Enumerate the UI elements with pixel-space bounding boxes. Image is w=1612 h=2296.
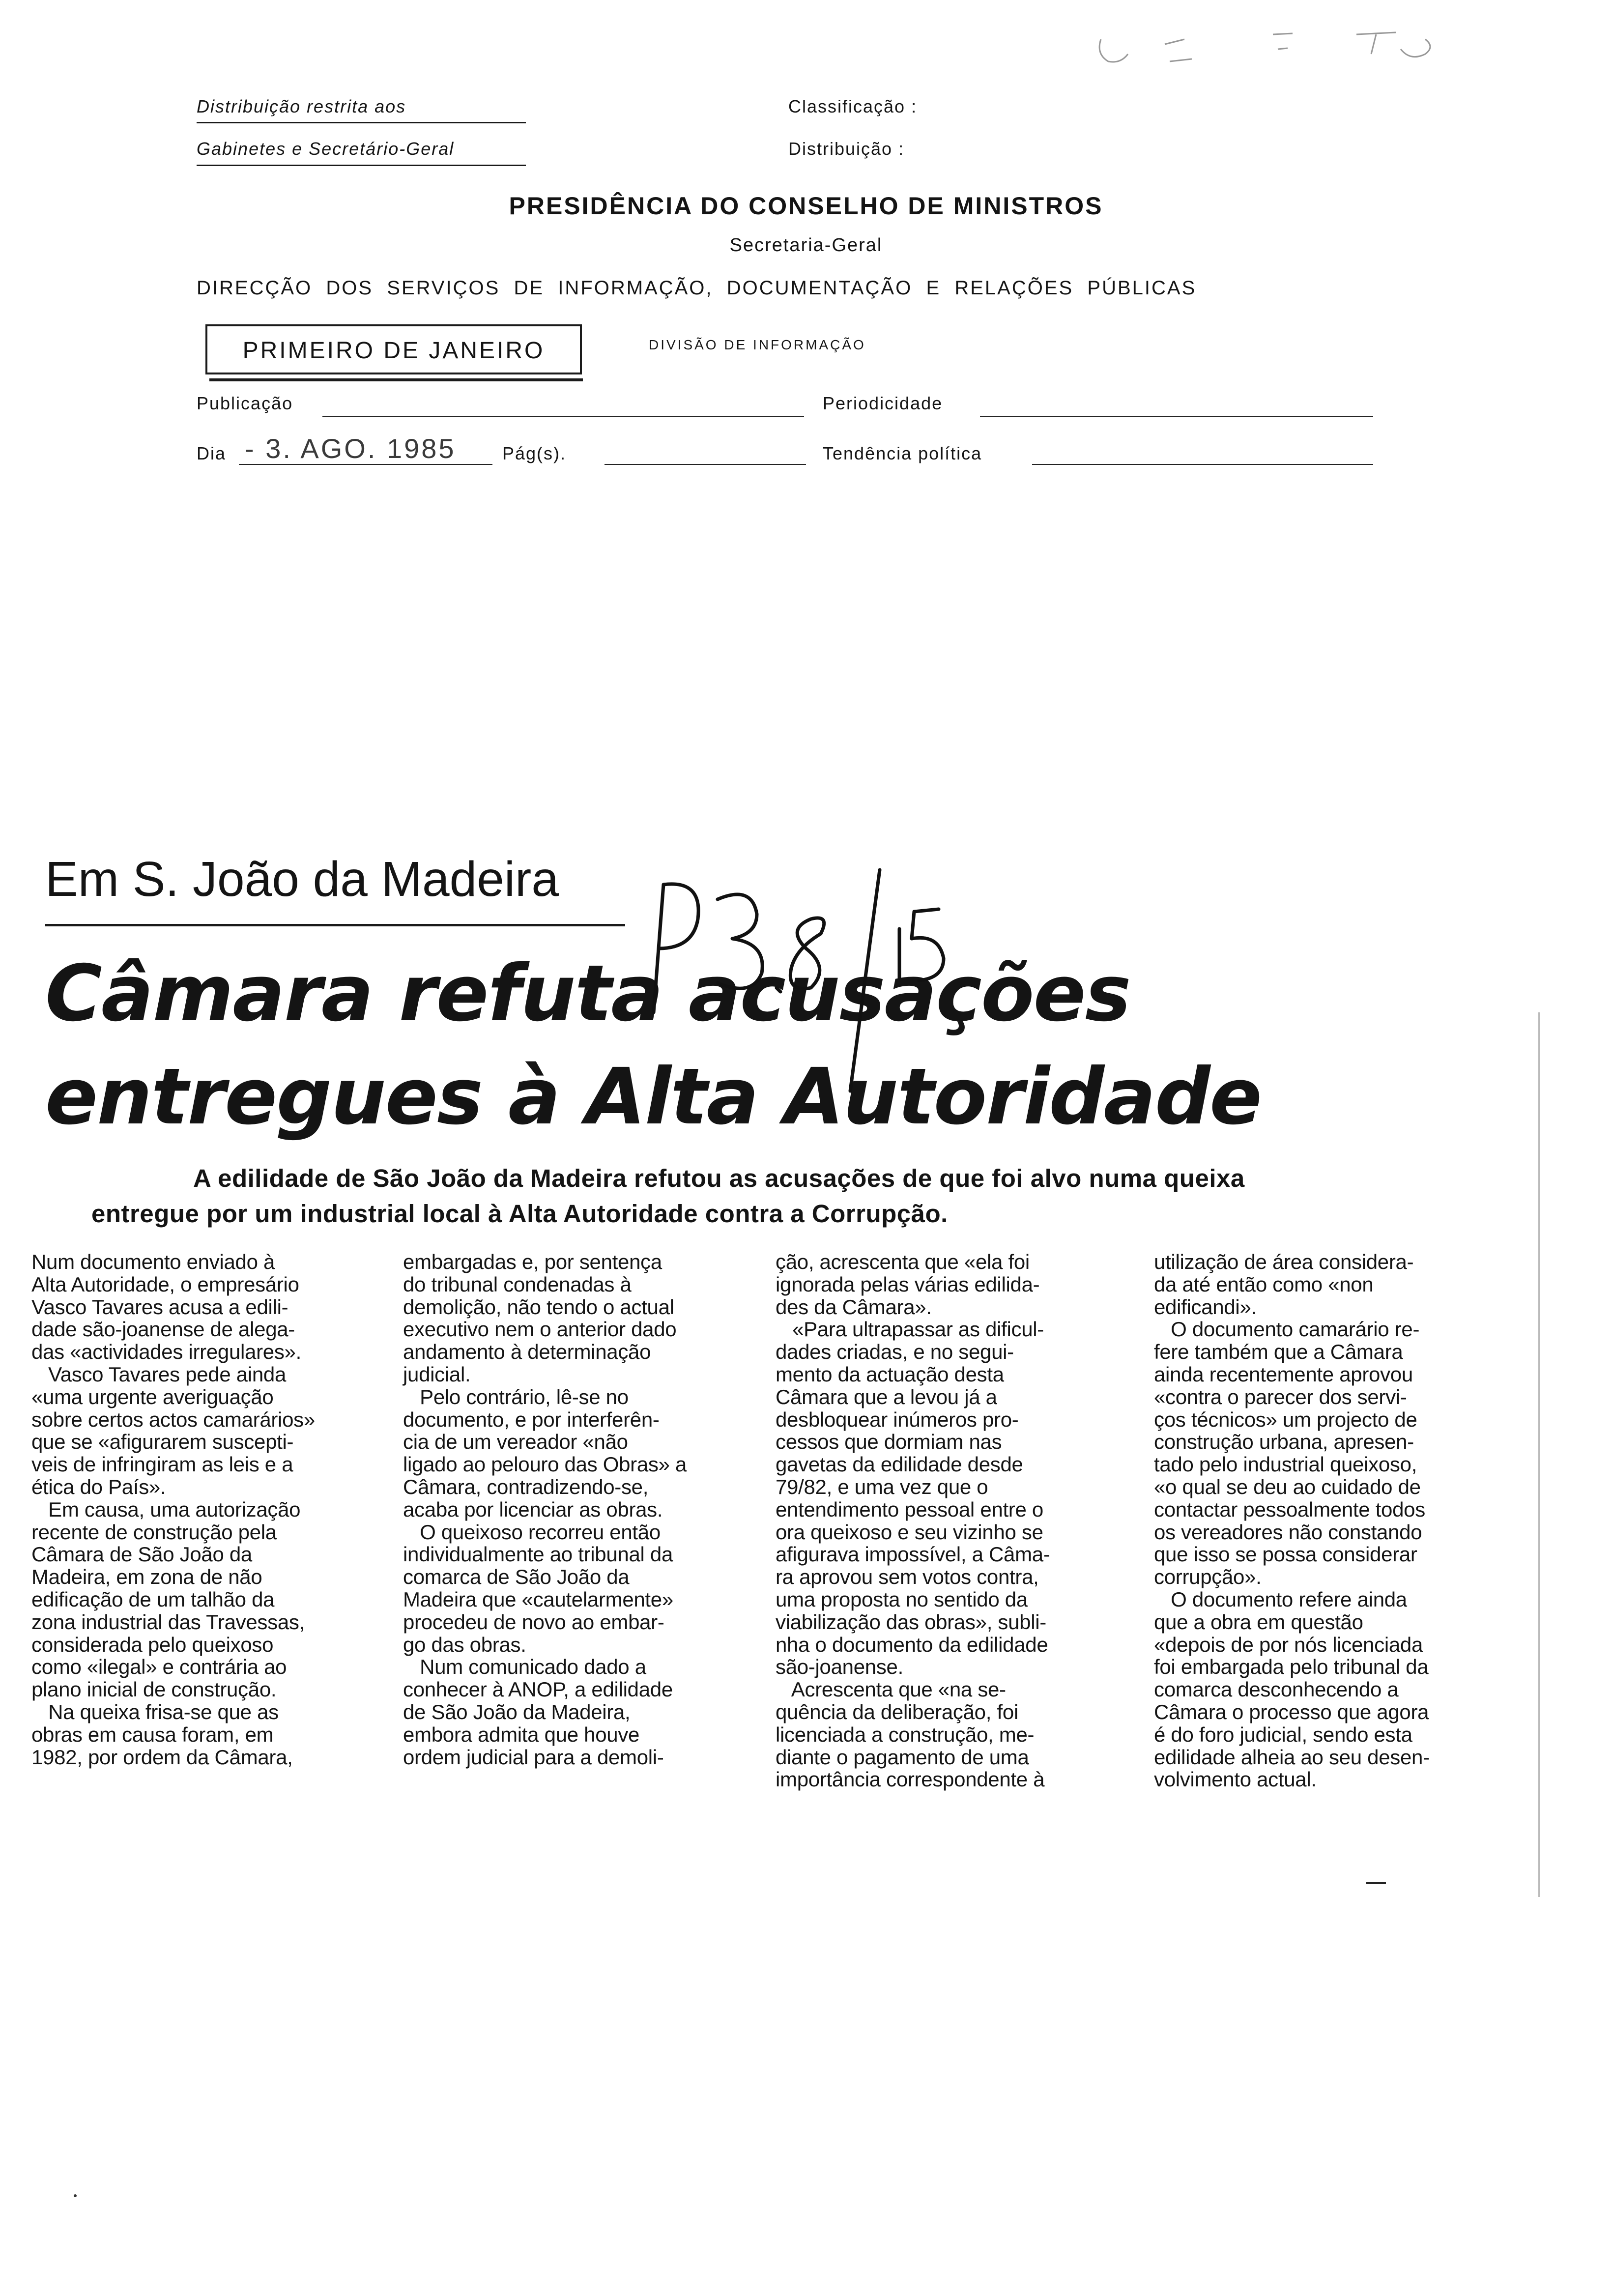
pages-field-line	[604, 464, 806, 465]
periodicity-field-line	[980, 416, 1373, 417]
classification-label: Classificação :	[788, 96, 918, 116]
article-column-2: embargadas e, por sentença do tribunal condenadas à demolição, não tendo o actual executivo nem o anterior dado andamento à determinação judicial. Pelo contrário, lê-se no documento, e por interferên- cia de um vereador «não ligado ao pelouro das Obras» a Câmara, contradizendo-se, acaba por licenciar as obras. O queixoso recorreu então individualmente ao tribunal da comarca de São João da Madeira que «cautelarmente» procedeu de novo ao embar- go das obras. Num comunicado dado a conhecer à ANOP, a edilidade de São João da Madeira, embora admita que houve ordem judicial para a demoli-	[403, 1250, 687, 1769]
publication-field-line	[322, 416, 804, 417]
day-stamp: - 3. AGO. 1985	[245, 433, 456, 464]
institution-title: PRESIDÊNCIA DO CONSELHO DE MINISTROS	[509, 192, 1103, 220]
restricted-distribution-line2: Gabinetes e Secretário-Geral	[197, 139, 455, 159]
faded-stamp-mark	[1081, 20, 1455, 74]
day-label: Dia	[197, 443, 227, 463]
day-field-line	[239, 464, 492, 465]
article-kicker: Em S. João da Madeira	[45, 852, 559, 907]
header-underline-1	[197, 122, 526, 123]
restricted-distribution-line1: Distribuição restrita aos	[197, 96, 406, 116]
scan-margin-line	[1538, 1012, 1540, 1897]
publication-label: Publicação	[197, 393, 293, 413]
end-mark	[1366, 1882, 1386, 1884]
pages-label: Pág(s).	[502, 443, 567, 463]
lead-paragraph-line-2: entregue por um industrial local à Alta Autoridade contra a Corrupção.	[91, 1200, 948, 1228]
headline-line-2: entregues à Alta Autoridade	[45, 1052, 1262, 1142]
article-column-1: Num documento enviado à Alta Autoridade, o empresário Vasco Tavares acusa a edili- dade são-joanense de alega- das «actividades irregulares». Vasco Tavares pede ainda «uma urgente averiguação sobre certos actos camarários» que se «afigurarem suscepti- veis de infringiram as leis e a ética do País». Em causa, uma autorização recente de construção pela Câmara de São João da Madeira, em zona de não edificação de um talhão da zona industrial das Travessas, considerada pelo queixoso como «ilegal» e contrária ao plano inicial de construção. Na queixa frisa-se que as obras em causa foram, em 1982, por ordem da Câmara,	[31, 1250, 315, 1769]
political-tendency-label: Tendência política	[823, 443, 982, 463]
kicker-underline	[45, 924, 625, 926]
handwritten-date-note	[624, 865, 998, 1101]
publication-stamp: PRIMEIRO DE JANEIRO	[242, 338, 545, 364]
distribution-label: Distribuição :	[788, 139, 905, 159]
publication-stamp-box	[205, 324, 582, 374]
lead-paragraph-line-1: A edilidade de São João da Madeira refutou as acusações de que foi alvo numa queixa	[193, 1164, 1245, 1192]
directorate-title: DIRECÇÃO DOS SERVIÇOS DE INFORMAÇÃO, DOCUMENTAÇÃO E RELAÇÕES PÚBLICAS	[197, 277, 1197, 299]
division-label: DIVISÃO DE INFORMAÇÃO	[649, 337, 866, 352]
article-column-3: ção, acrescenta que «ela foi ignorada pelas várias edilida- des da Câmara». «Para ultrapassar as dificul- dades criadas, e no segui- mento da actuação desta Câmara que a levou já a desbloquear inúmeros pro- cessos que dormiam nas gavetas da edilidade desde 79/82, e uma vez que o entendimento pessoal entre o ora queixoso e seu vizinho se afigurava impossível, a Câma- ra aprovou sem votos contra, uma proposta no sentido da viabilização das obras», subli- nha o documento da edilidade são-joanense. Acrescenta que «na se- quência da deliberação, foi licenciada a construção, me- diante o pagamento de uma importância correspondente à	[776, 1250, 1050, 1791]
header-underline-2	[197, 165, 526, 166]
political-tendency-field-line	[1032, 464, 1373, 465]
article-column-4: utilização de área considera- da até então como «non edificandi». O documento camarário re- fere também que a Câmara ainda recentemente aprovou «contra o parecer dos servi- ços técnicos» um projecto de construção urbana, apresen- tado pelo industrial queixoso, «o qual se deu ao cuidado de contactar pessoalmente todos os vereadores não constando que isso se possa considerar corrupção». O documento refere ainda que a obra em questão «depois de por nós licenciada foi embargada pelo tribunal da comarca desconhecendo a Câmara o processo que agora é do foro judicial, sendo esta edilidade alheia ao seu desen- volvimento actual.	[1154, 1250, 1430, 1791]
secretariat-title: Secretaria-Geral	[729, 235, 883, 256]
scan-speck	[74, 2194, 77, 2197]
periodicity-label: Periodicidade	[823, 393, 943, 413]
stamp-shadow-rule	[209, 378, 583, 381]
headline-line-1: Câmara refuta acusações	[45, 948, 1130, 1039]
